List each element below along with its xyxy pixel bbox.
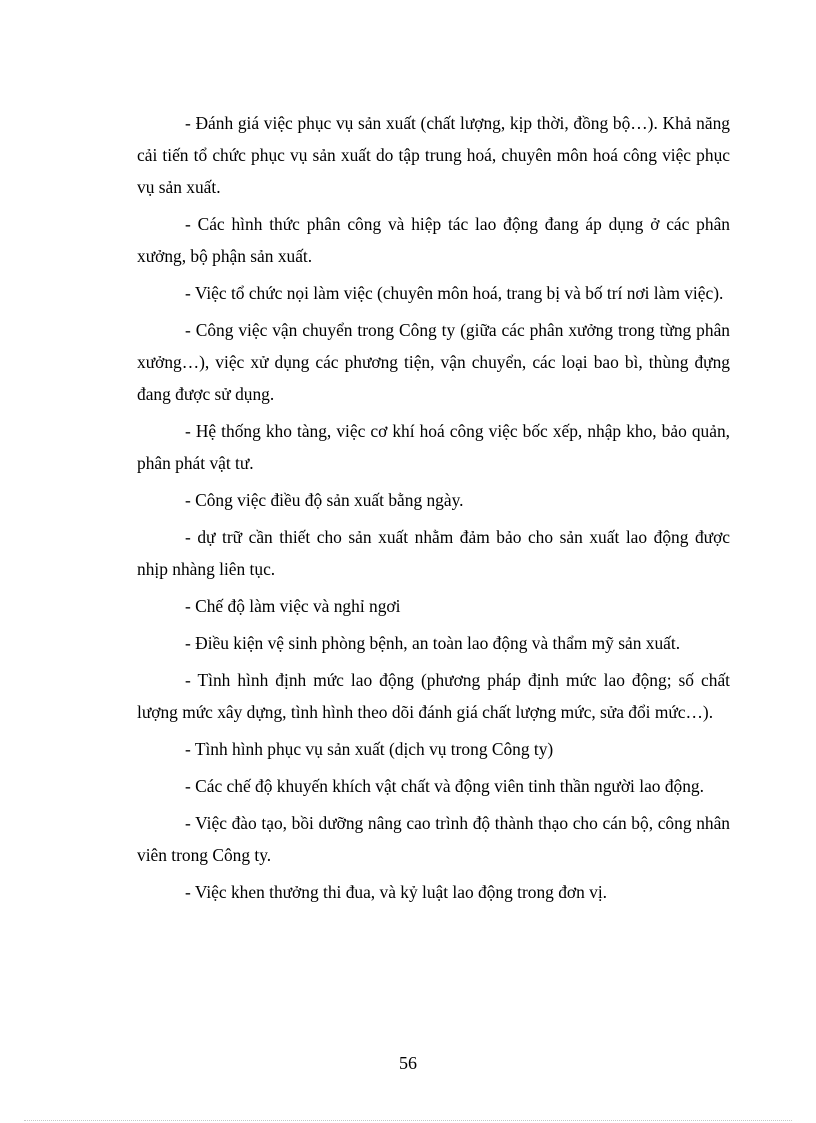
paragraph-production-service-status: - Tình hình phục vụ sản xuất (dịch vụ trong Công ty) <box>185 739 554 759</box>
paragraph-warehouse-system: - Hệ thống kho tàng, việc cơ khí hoá công việc bốc xếp, nhập kho, bảo quản, phân phát vật tư. <box>137 421 730 473</box>
page-number: 56 <box>399 1053 417 1073</box>
paragraph-labor-norms: - Tình hình định mức lao động (phương pháp định mức lao động; số chất lượng mức xây dựng, tình hình theo dõi đánh giá chất lượng mức, sửa đổi mức…). <box>137 670 730 722</box>
paragraph-incentive-regimes: - Các chế độ khuyến khích vật chất và động viên tinh thần người lao động. <box>185 776 704 796</box>
paragraph-labor-division-forms: - Các hình thức phân công và hiệp tác lao động đang áp dụng ở các phân xưởng, bộ phận sản xuất. <box>137 214 730 266</box>
paragraph-transport-work: - Công việc vận chuyển trong Công ty (giữa các phân xưởng trong từng phân xưởng…), việc xử dụng các phương tiện, vận chuyển, các loại bao bì, thùng đựng đang được sử dụng. <box>137 320 730 404</box>
paragraph-work-rest-regime: - Chế độ làm việc và nghỉ ngơi <box>185 596 401 616</box>
page-bottom-divider <box>24 1120 792 1121</box>
paragraph-workplace-organization: - Việc tổ chức nọi làm việc (chuyên môn hoá, trang bị và bố trí nơi làm việc). <box>185 283 724 303</box>
paragraph-daily-dispatch: - Công việc điều độ sản xuất bằng ngày. <box>185 490 464 510</box>
document-body <box>137 107 730 913</box>
paragraph-training: - Việc đào tạo, bồi dưỡng nâng cao trình độ thành thạo cho cán bộ, công nhân viên trong Công ty. <box>137 813 730 865</box>
paragraph-rewards-discipline: - Việc khen thưởng thi đua, và kỷ luật lao động trong đơn vị. <box>185 882 608 902</box>
paragraph-reserve-stock: - dự trữ cần thiết cho sản xuất nhằm đảm bảo cho sản xuất lao động được nhịp nhàng liên tục. <box>137 527 730 579</box>
paragraph-hygiene-safety: - Điều kiện vệ sinh phòng bệnh, an toàn lao động và thẩm mỹ sản xuất. <box>185 633 681 653</box>
paragraph-evaluate-production-service: - Đánh giá việc phục vụ sản xuất (chất lượng, kịp thời, đồng bộ…). Khả năng cải tiến tổ chức phục vụ sản xuất do tập trung hoá, chuyên môn hoá công việc phục vụ sản xuất. <box>137 113 730 197</box>
